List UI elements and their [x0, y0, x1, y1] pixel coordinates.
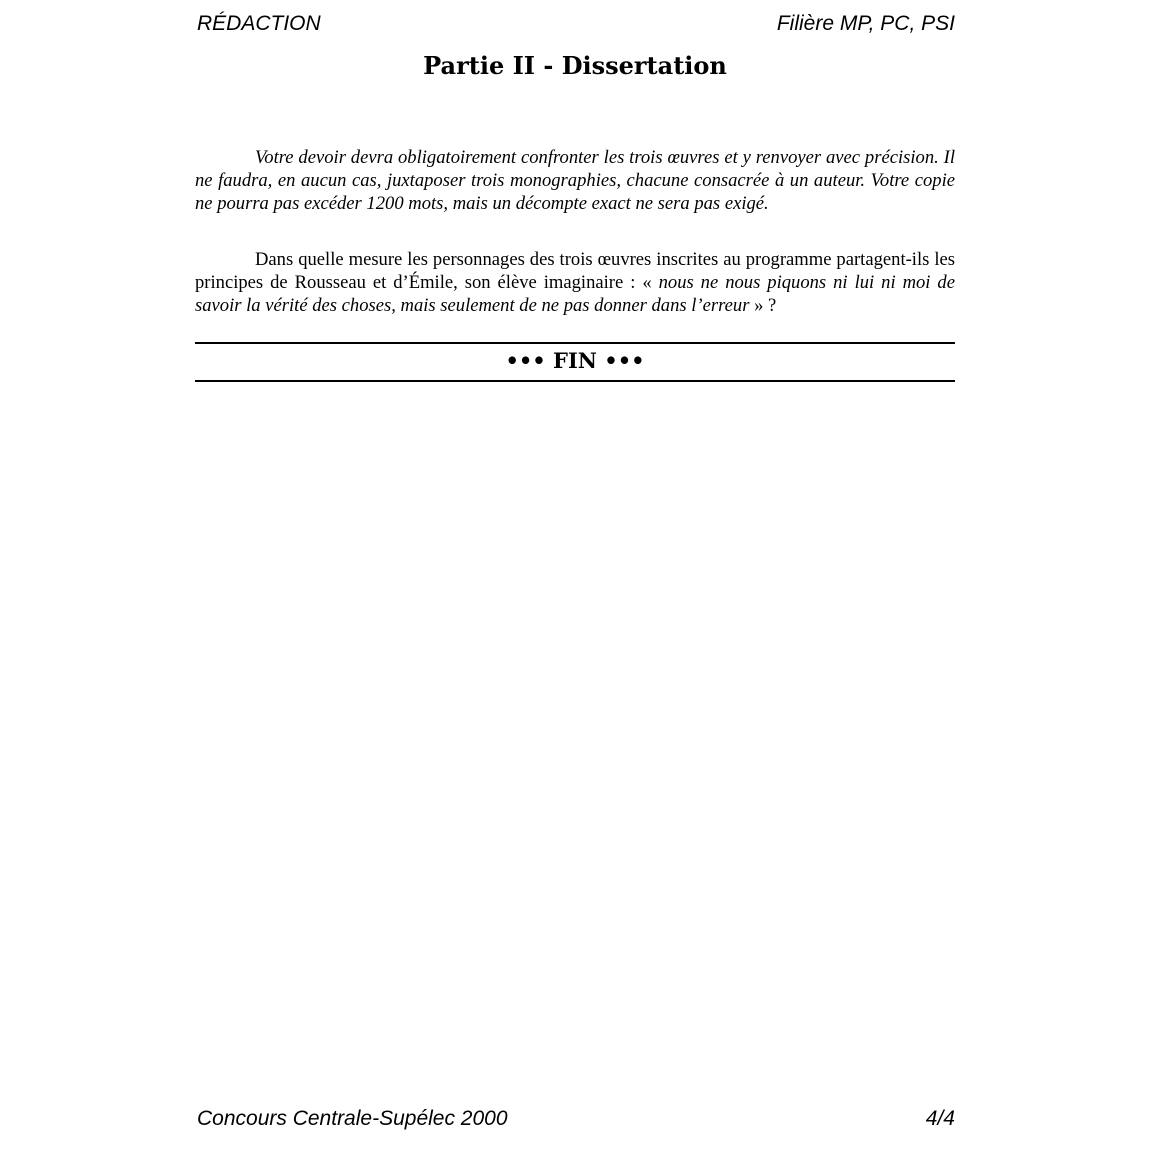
rousseau-quote: nous ne nous piquons ni lui ni moi de savoir la vérité des choses, mais seulement de ne pas donner dans l’erreur — [195, 271, 955, 316]
section-title: Partie II - Dissertation — [423, 51, 727, 80]
running-header-right: Filière MP, PC, PSI — [776, 12, 955, 35]
instructions-paragraph: Votre devoir devra obligatoirement confronter les trois œuvres et y renvoyer avec précision. Il ne faudra, en aucun cas, juxtaposer trois monographies, chacune consacrée à un auteur. Votre copie ne pourra pas excéder 1200 mots, mais un décompte exact ne sera pas exigé. — [195, 146, 955, 214]
question-outro: » ? — [749, 294, 777, 316]
footer-left: Concours Centrale-Supélec 2000 — [197, 1107, 508, 1130]
dissertation-question — [195, 248, 955, 317]
end-rule-top — [195, 342, 955, 344]
running-header-left: RÉDACTION — [197, 12, 321, 35]
end-marker: ••• FIN ••• — [505, 348, 645, 373]
question-intro: Dans quelle mesure les personnages des trois œuvres inscrites au programme partagent-ils les principes de Rousseau et d’Émile, son élève imaginaire : « — [195, 248, 955, 293]
end-rule-bottom — [195, 380, 955, 382]
page-number: 4/4 — [925, 1107, 955, 1130]
